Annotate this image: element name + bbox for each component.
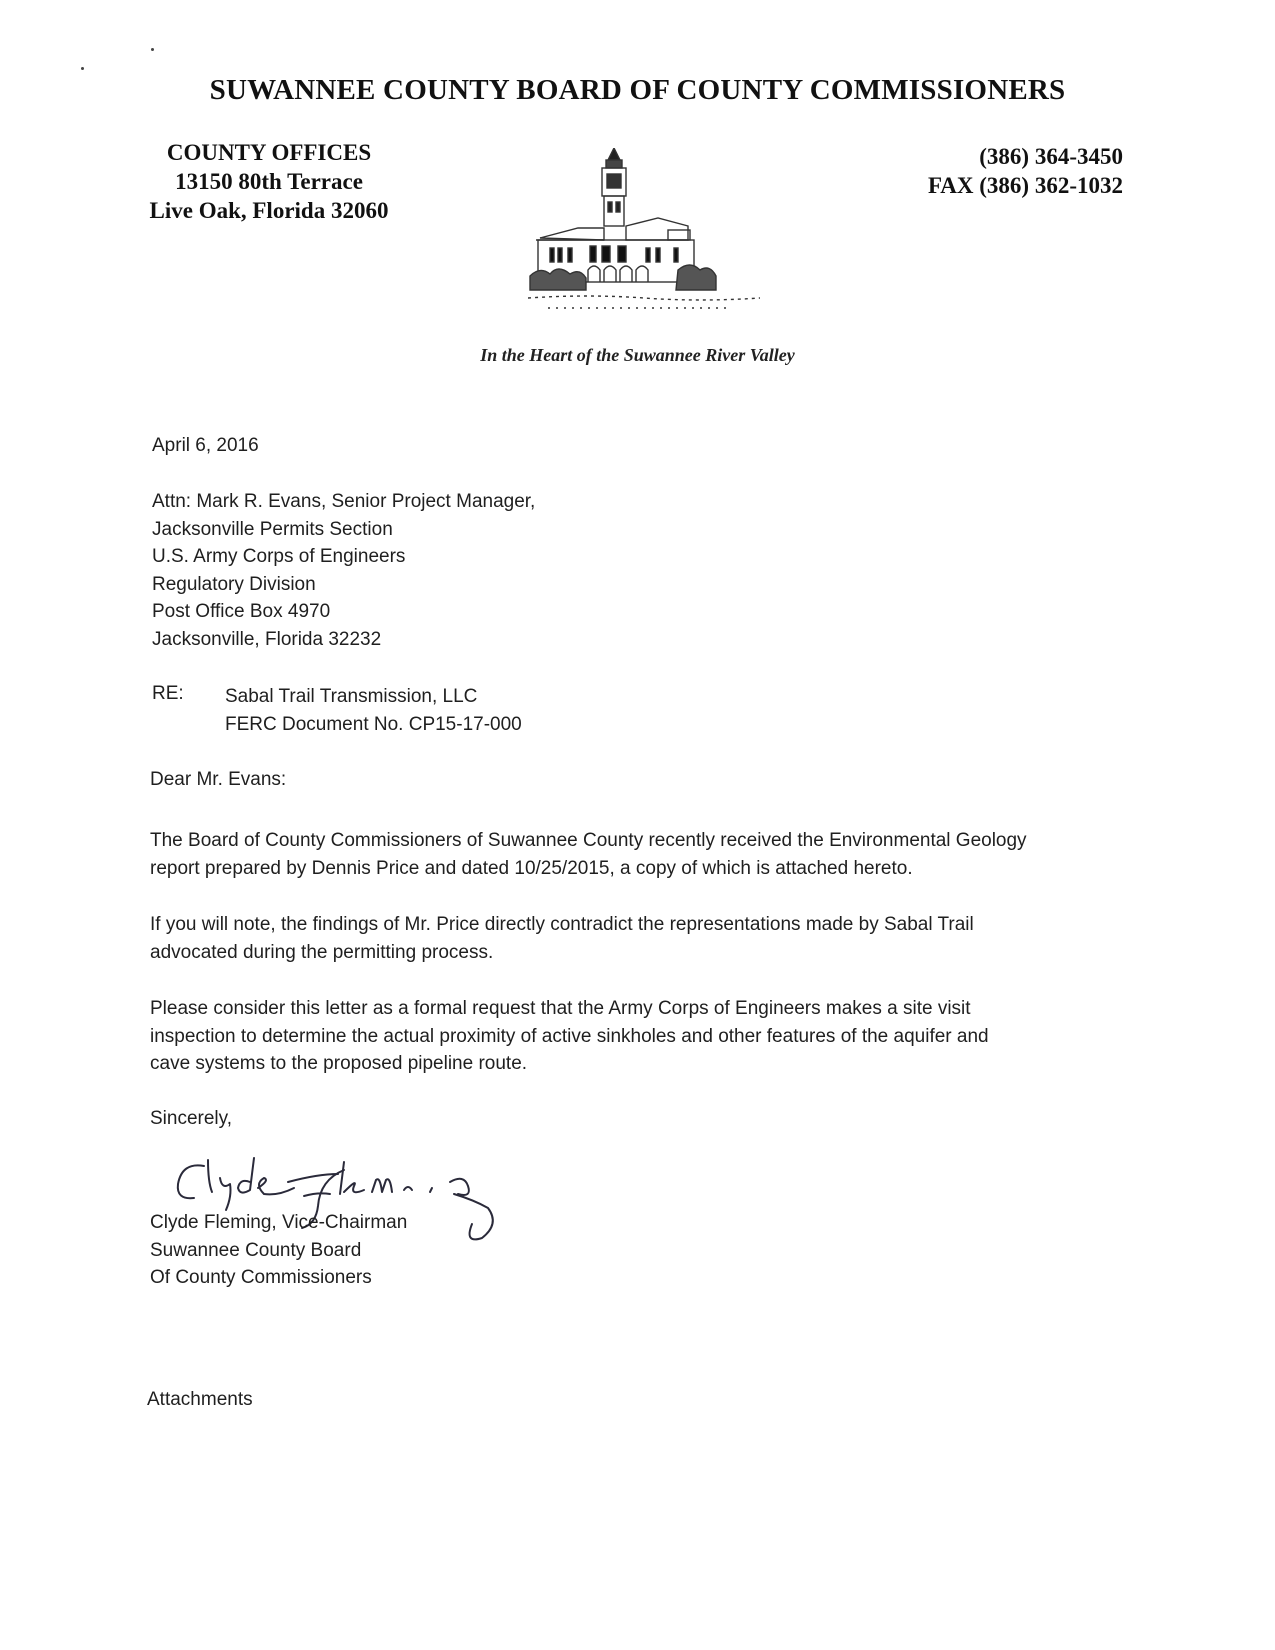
re-subject-line: Sabal Trail Transmission, LLC [225, 686, 478, 707]
recipient-line: Post Office Box 4970 [152, 601, 331, 623]
contact-numbers [863, 142, 1123, 200]
recipient-line: Jacksonville, Florida 32232 [152, 628, 382, 650]
paragraph-line: report prepared by Dennis Price and dated 10/25/2015, a copy of which is attached hereto. [150, 857, 913, 879]
scan-mark [151, 48, 154, 51]
paragraph-line: cave systems to the proposed pipeline route. [150, 1053, 528, 1075]
paragraph-line: Please consider this letter as a formal request that the Army Corps of Engineers makes a site visit [150, 998, 971, 1019]
fax-number: FAX (386) 362-1032 [927, 173, 1123, 198]
signer-name: Clyde Fleming, Vice-Chairman [150, 1212, 408, 1233]
paragraph-line: advocated during the permitting process. [150, 941, 494, 963]
recipient-line: Regulatory Division [152, 573, 316, 595]
re-subject-line: FERC Document No. CP15-17-000 [225, 713, 522, 735]
recipient-line: Attn: Mark R. Evans, Senior Project Manager, [152, 491, 536, 512]
courthouse-icon [528, 148, 760, 326]
recipient-line: Jacksonville Permits Section [152, 518, 393, 540]
office-street: 13150 80th Terrace [175, 169, 363, 194]
signer-org: Of County Commissioners [150, 1267, 372, 1289]
office-address [128, 138, 410, 225]
paragraph-line: If you will note, the findings of Mr. Price directly contradict the representations made by Sabal Trail [150, 914, 974, 935]
salutation: Dear Mr. Evans: [150, 769, 287, 790]
letterhead-motto: In the Heart of the Suwannee River Valley [480, 345, 795, 365]
re-subject [225, 683, 522, 738]
office-label: COUNTY OFFICES [166, 140, 372, 165]
signer-block [150, 1209, 407, 1292]
signer-org: Suwannee County Board [150, 1239, 362, 1261]
office-city: Live Oak, Florida 32060 [149, 198, 389, 223]
letter-date: April 6, 2016 [152, 435, 259, 456]
recipient-address [152, 488, 535, 654]
closing: Sincerely, [150, 1108, 233, 1129]
attachments-note: Attachments [147, 1389, 253, 1410]
paragraph-line: inspection to determine the actual proximity of active sinkholes and other features of the aquifer and [150, 1025, 989, 1047]
body-paragraph-3 [150, 995, 1130, 1078]
scan-mark [81, 67, 84, 70]
body-paragraph-2 [150, 911, 1130, 966]
recipient-line: U.S. Army Corps of Engineers [152, 546, 406, 568]
body-paragraph-1 [150, 827, 1130, 882]
paragraph-line: The Board of County Commissioners of Suwannee County recently received the Environmental Geology [150, 830, 1027, 851]
letterhead-title: SUWANNEE COUNTY BOARD OF COUNTY COMMISSIONERS [209, 74, 1066, 106]
re-label: RE: [152, 683, 184, 704]
phone-number: (386) 364-3450 [979, 144, 1123, 169]
